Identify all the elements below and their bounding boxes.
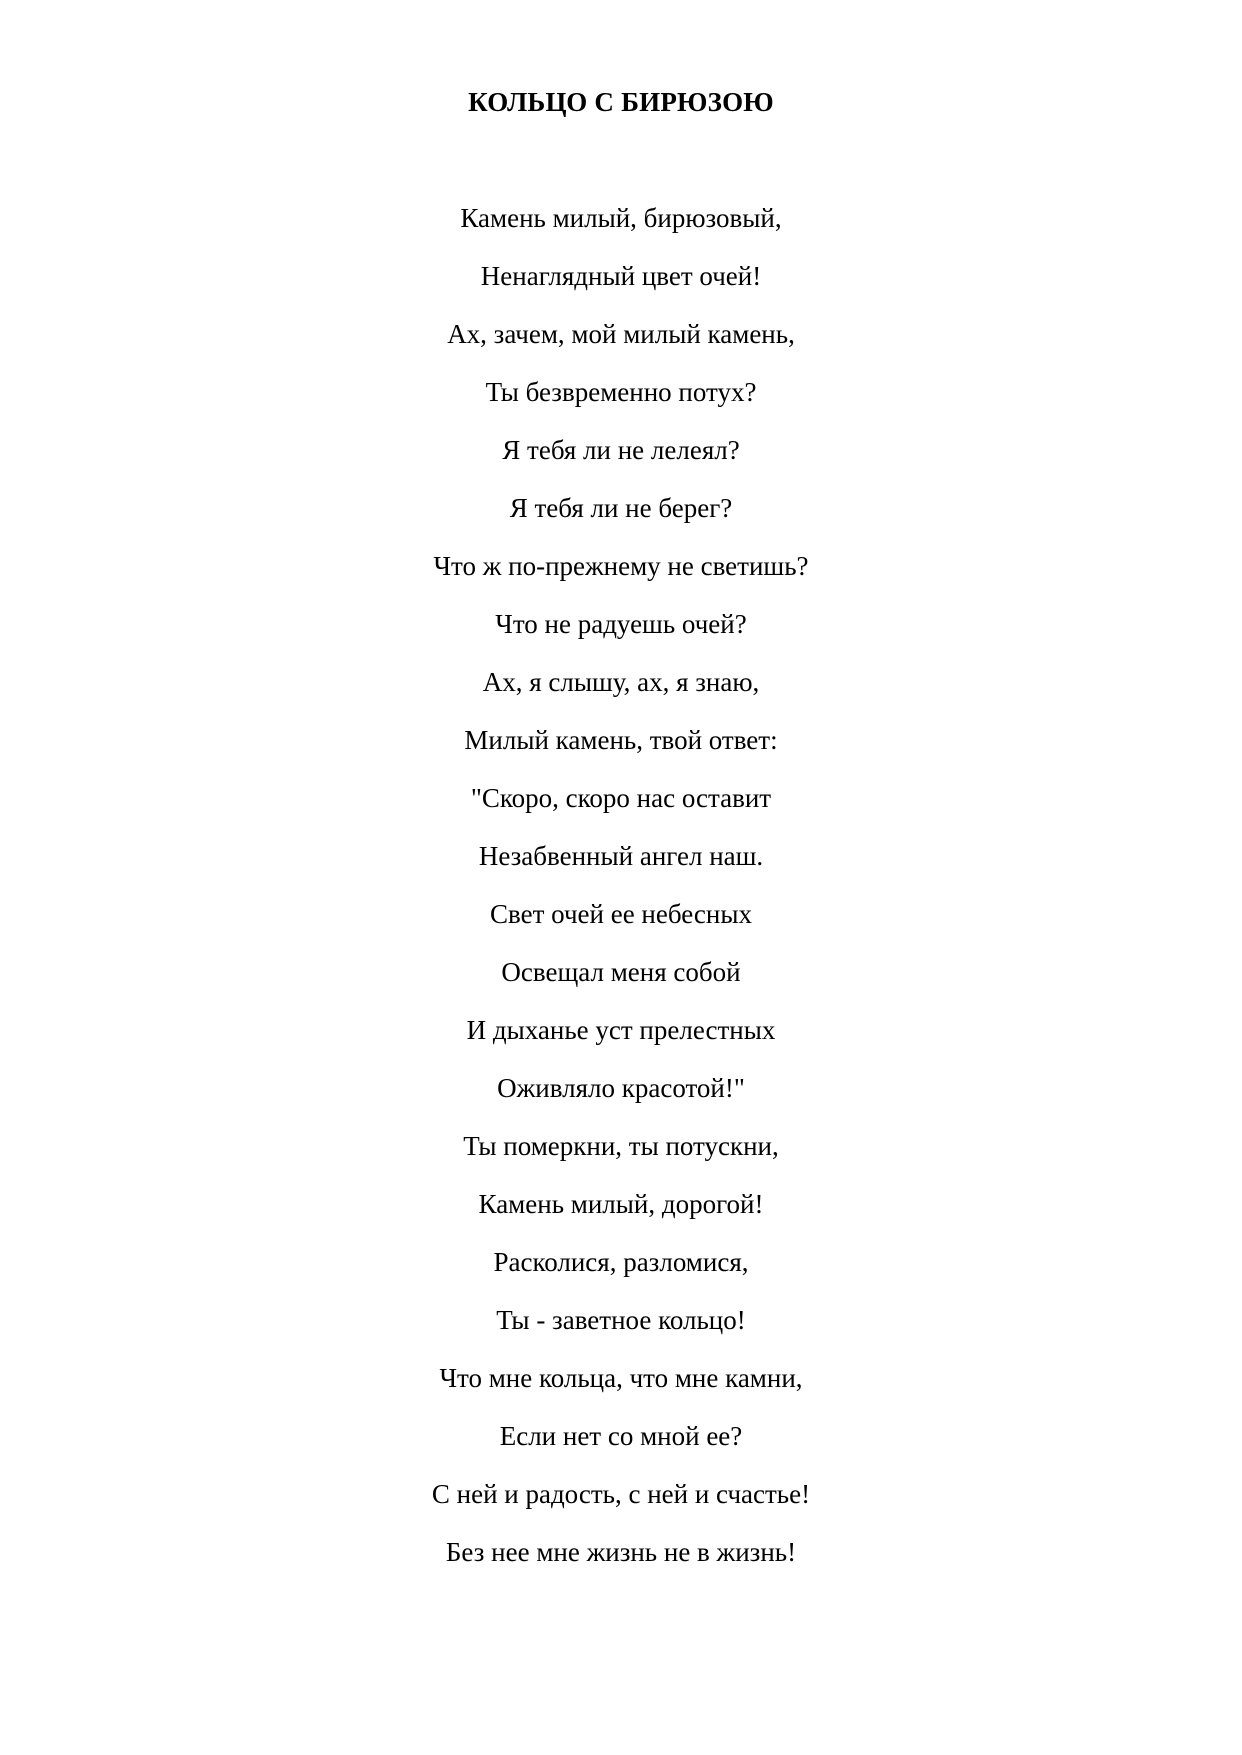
poem-line: Ты померкни, ты потускни,	[463, 1131, 779, 1161]
poem-line: Ты - заветное кольцо!	[496, 1305, 746, 1335]
poem-line: Что ж по-прежнему не светишь?	[433, 551, 809, 581]
poem-line: Освещал меня собой	[501, 957, 741, 987]
poem-line: Я тебя ли не берег?	[509, 493, 733, 523]
poem-line: Милый камень, твой ответ:	[464, 725, 778, 755]
poem-line: Незабвенный ангел наш.	[478, 841, 764, 871]
poem-line: Я тебя ли не лелеял?	[502, 435, 740, 465]
poem-line: Без нее мне жизнь не в жизнь!	[445, 1537, 797, 1567]
poem-line: Что мне кольца, что мне камни,	[439, 1363, 803, 1393]
poem-line: Расколися, разломися,	[493, 1247, 749, 1277]
poem-line: Ах, зачем, мой милый камень,	[447, 319, 795, 349]
poem-line: Если нет со мной ее?	[499, 1421, 743, 1451]
poem-line: С ней и радость, с ней и счастье!	[431, 1479, 811, 1509]
poem-line: "Скоро, скоро нас оставит	[470, 783, 772, 813]
poem-line: Оживляло красотой!"	[497, 1073, 745, 1103]
poem-line: Ненаглядный цвет очей!	[480, 261, 762, 291]
poem-line: И дыханье уст прелестных	[466, 1015, 776, 1045]
poem-line: Что не радуешь очей?	[495, 609, 747, 639]
poem-line: Ты безвременно потух?	[485, 377, 757, 407]
poem-body	[0, 200, 1242, 1592]
poem-title: КОЛЬЦО С БИРЮЗОЮ	[468, 87, 774, 117]
poem-line: Свет очей ее небесных	[490, 899, 752, 929]
poem-line: Ах, я слышу, ах, я знаю,	[482, 667, 760, 697]
poem-line: Камень милый, бирюзовый,	[460, 203, 782, 233]
poem-line: Камень милый, дорогой!	[478, 1189, 764, 1219]
